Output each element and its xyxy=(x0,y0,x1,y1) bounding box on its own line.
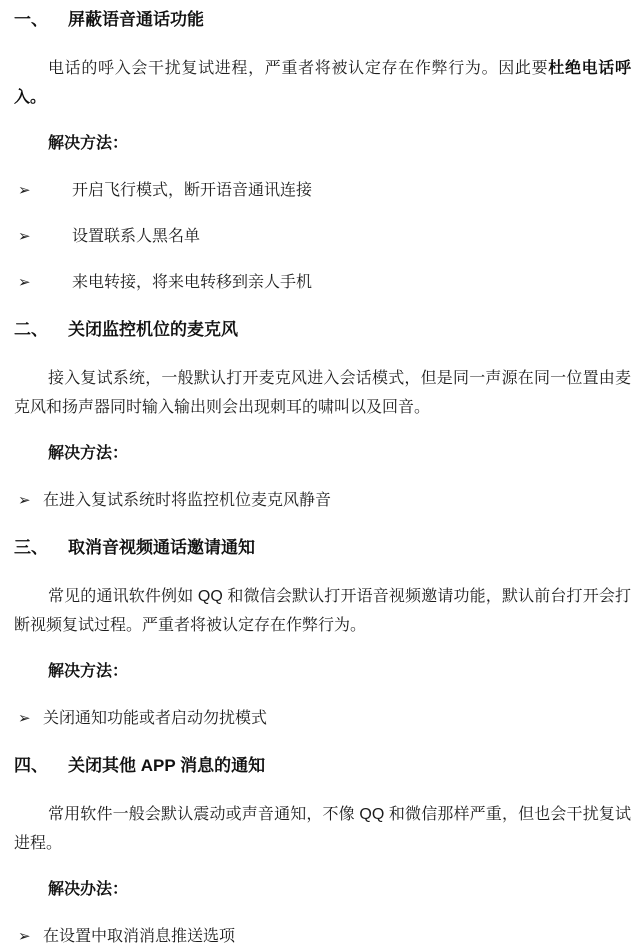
section-1-number: 一、 xyxy=(14,10,48,29)
section-2-solution-label: 解决方法： xyxy=(48,445,129,462)
section-1-bullet-list xyxy=(14,180,631,293)
section-1-solution-label: 解决方法： xyxy=(48,135,129,152)
list-item xyxy=(14,490,631,511)
section-4-bullet-list xyxy=(14,926,631,947)
section-4-solution-label: 解决办法： xyxy=(48,881,129,898)
list-item xyxy=(14,226,631,247)
section-4-number: 四、 xyxy=(14,756,48,775)
section-1-title: 屏蔽语音通话功能 xyxy=(68,10,204,29)
section-2-paragraph-text: 接入复试系统，一般默认打开麦克风进入会话模式，但是同一声源在同一位置由麦克风和扬声器同时输入输出则会出现刺耳的啸叫以及回音。 xyxy=(14,370,631,416)
arrow-bullet-icon: ➢ xyxy=(18,928,31,945)
list-item xyxy=(14,708,631,729)
arrow-bullet-icon: ➢ xyxy=(18,492,31,509)
list-item xyxy=(14,180,631,201)
section-4-paragraph-text: 常用软件一般会默认震动或声音通知，不像 QQ 和微信那样严重，但也会干扰复试进程。 xyxy=(14,806,631,852)
section-4-heading xyxy=(14,754,631,777)
list-item xyxy=(14,926,631,947)
section-1-paragraph xyxy=(14,54,631,112)
section-2-heading xyxy=(14,318,631,341)
arrow-bullet-icon: ➢ xyxy=(18,274,31,291)
section-3-paragraph xyxy=(14,582,631,640)
section-3-solution-label: 解决方法： xyxy=(48,663,129,680)
bullet-text: 关闭通知功能或者启动勿扰模式 xyxy=(43,710,268,727)
section-4-paragraph xyxy=(14,800,631,858)
section-2-title: 关闭监控机位的麦克风 xyxy=(68,320,238,339)
section-2-paragraph xyxy=(14,364,631,422)
arrow-bullet-icon: ➢ xyxy=(18,182,31,199)
section-1-heading xyxy=(14,8,631,31)
section-3-paragraph-text: 常见的通讯软件例如 QQ 和微信会默认打开语音视频邀请功能，默认前台打开会打断视频复试过程。严重者将被认定存在作弊行为。 xyxy=(14,588,631,634)
section-1-paragraph-bold: 杜绝电话呼入。 xyxy=(14,60,631,106)
section-3-title: 取消音视频通话邀请通知 xyxy=(68,538,255,557)
section-2-bullet-list xyxy=(14,490,631,511)
section-3-number: 三、 xyxy=(14,538,48,557)
arrow-bullet-icon: ➢ xyxy=(18,710,31,727)
list-item xyxy=(14,272,631,293)
bullet-text: 在设置中取消消息推送选项 xyxy=(43,928,236,945)
section-2-number: 二、 xyxy=(14,320,48,339)
bullet-text: 设置联系人黑名单 xyxy=(72,228,201,245)
section-3-bullet-list xyxy=(14,708,631,729)
section-1-paragraph-text: 电话的呼入会干扰复试进程，严重者将被认定存在作弊行为。因此要 xyxy=(48,60,549,77)
bullet-text: 在进入复试系统时将监控机位麦克风静音 xyxy=(43,492,332,509)
arrow-bullet-icon: ➢ xyxy=(18,228,31,245)
bullet-text: 来电转接，将来电转移到亲人手机 xyxy=(72,274,313,291)
section-4-title: 关闭其他 APP 消息的通知 xyxy=(68,756,266,775)
bullet-text: 开启飞行模式，断开语音通讯连接 xyxy=(72,182,313,199)
section-3-heading xyxy=(14,536,631,559)
